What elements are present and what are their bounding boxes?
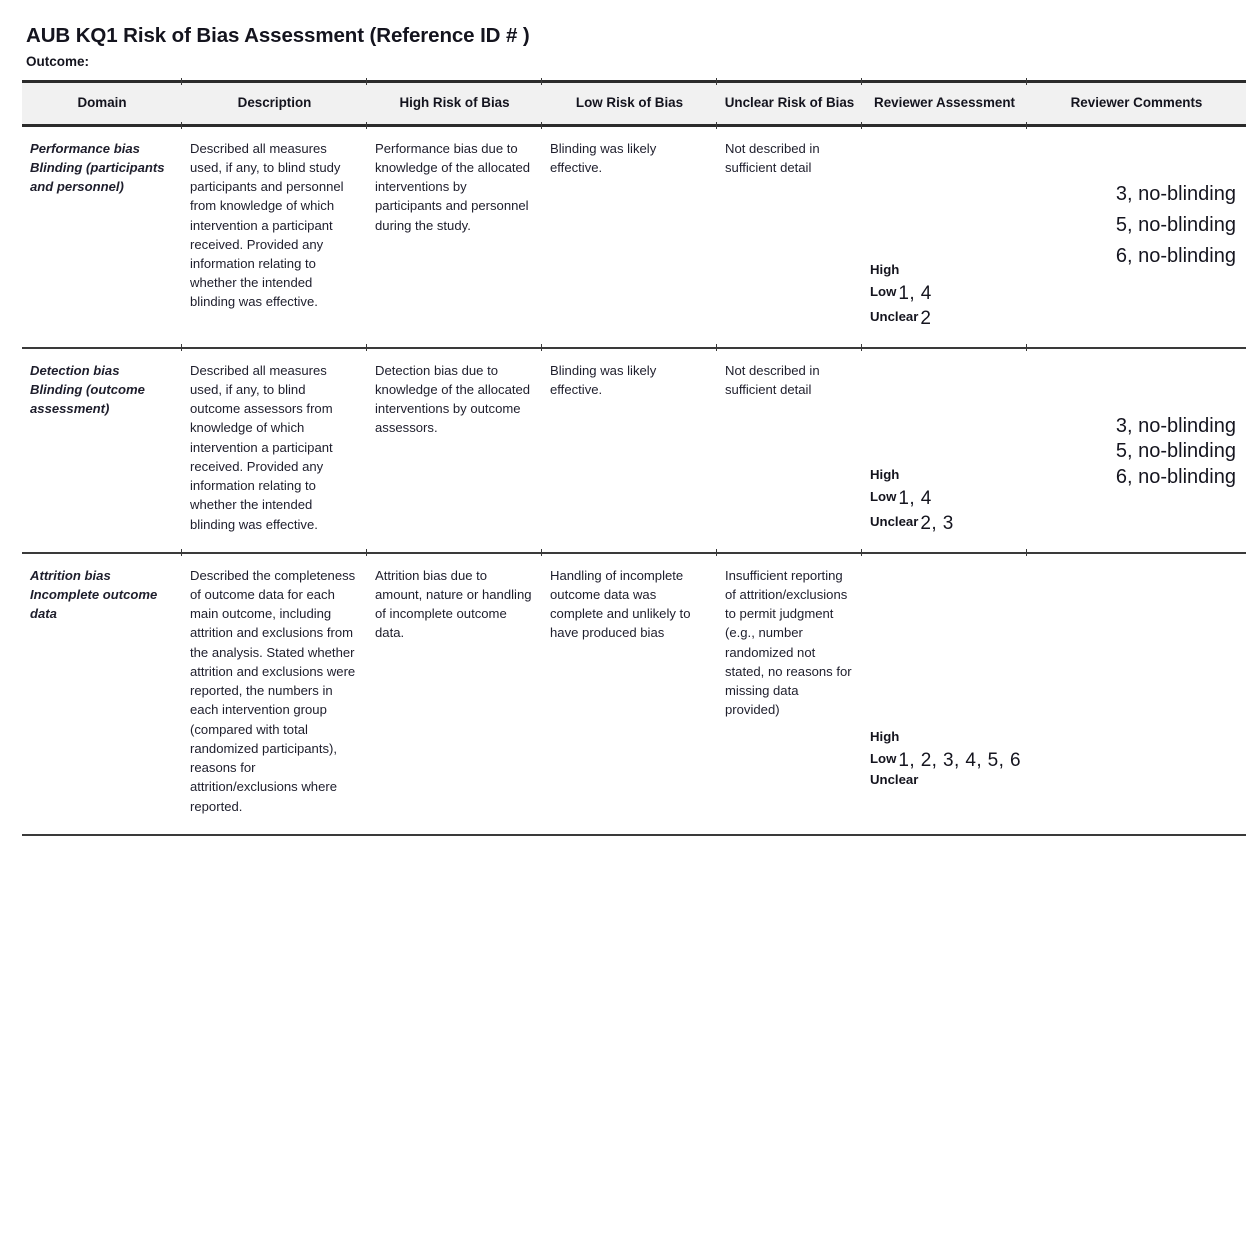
comments-list [1035,414,1236,491]
assessment-label-low: Low [870,284,897,300]
assessment-row-high [870,261,1017,279]
assessment-row-high [870,728,1017,746]
table-header-row [22,81,1246,125]
cell-high-risk: Detection bias due to knowledge of the allocated interventions by outcome assessors. [367,348,542,553]
cell-description: Described the completeness of outcome data for each main outcome, including attrition and exclusions from the analysis. Stated whether attrition and exclusions were reported, the numbers in each intervention group (compared with total randomized participants), reasons for attrition/exclusions where reported. [182,553,367,835]
cell-low-risk: Blinding was likely effective. [542,348,717,553]
table-row [22,553,1246,835]
cell-reviewer-comments[interactable] [1027,125,1246,348]
column-header-description: Description [182,81,367,125]
assessment-block [870,261,1017,329]
table-header [22,81,1246,125]
assessment-values-low[interactable]: 1, 4 [898,488,932,510]
comments-list [1035,179,1236,272]
cell-reviewer-comments[interactable] [1027,348,1246,553]
assessment-label-high: High [870,261,900,277]
column-header-high-risk: High Risk of Bias [367,81,542,125]
cell-domain: Performance bias Blinding (participants and personnel) [22,125,182,348]
table-body [22,125,1246,835]
comment-item: 3, no-blinding [1115,414,1236,437]
column-header-reviewer-comments: Reviewer Comments [1027,81,1246,125]
assessment-label-unclear: Unclear [870,771,919,787]
assessment-values-unclear[interactable]: 2, 3 [920,513,954,535]
comment-item: 5, no-blinding [1115,213,1236,236]
table-row [22,125,1246,348]
cell-domain: Detection bias Blinding (outcome assessment) [22,348,182,553]
page-title: AUB KQ1 Risk of Bias Assessment (Reference ID # ) [26,24,530,47]
cell-unclear-risk: Not described in sufficient detail [717,348,862,553]
cell-reviewer-assessment [862,553,1027,835]
cell-low-risk: Blinding was likely effective. [542,125,717,348]
risk-of-bias-table [22,80,1246,836]
cell-high-risk: Attrition bias due to amount, nature or handling of incomplete outcome data. [367,553,542,835]
column-header-reviewer-assessment: Reviewer Assessment [862,81,1027,125]
column-header-domain: Domain [22,81,182,125]
assessment-row-low [870,483,1017,508]
assessment-block [870,466,1017,534]
assessment-row-low [870,745,1021,772]
assessment-row-unclear [870,508,1017,533]
assessment-values-low[interactable]: 1, 2, 3, 4, 5, 6 [898,750,1021,772]
cell-reviewer-comments[interactable] [1027,553,1246,835]
cell-description: Described all measures used, if any, to blind outcome assessors from knowledge of which intervention a participant received. Provided any information relating to whether the intended blinding was effective. [182,348,367,553]
assessment-label-high: High [870,728,900,744]
cell-high-risk: Performance bias due to knowledge of the allocated interventions by participants and personnel during the study. [367,125,542,348]
assessment-label-low: Low [870,751,897,767]
cell-domain: Attrition bias Incomplete outcome data [22,553,182,835]
cell-description: Described all measures used, if any, to blind study participants and personnel from knowledge of which intervention a participant received. Provided any information relating to whether the intended blinding was effective. [182,125,367,348]
cell-reviewer-assessment [862,348,1027,553]
assessment-label-high: High [870,466,900,482]
cell-unclear-risk: Not described in sufficient detail [717,125,862,348]
outcome-label: Outcome: [26,53,90,69]
cell-low-risk: Handling of incomplete outcome data was complete and unlikely to have produced bias [542,553,717,835]
comment-item: 6, no-blinding [1115,244,1236,267]
table-row [22,348,1246,553]
comment-item: 5, no-blinding [1115,440,1236,463]
cell-reviewer-assessment [862,125,1027,348]
document-header [0,0,1260,70]
assessment-values-unclear[interactable]: 2 [920,308,932,330]
column-header-low-risk: Low Risk of Bias [542,81,717,125]
assessment-label-unclear: Unclear [870,309,919,325]
assessment-row-high [870,466,1017,484]
cell-unclear-risk: Insufficient reporting of attrition/exclusions to permit judgment (e.g., number randomized not stated, no reasons for missing data provided) [717,553,862,835]
comment-item: 6, no-blinding [1115,465,1236,488]
assessment-block [870,728,1021,788]
assessment-row-unclear [870,303,1017,328]
column-header-unclear-risk: Unclear Risk of Bias [717,81,862,125]
assessment-values-low[interactable]: 1, 4 [898,283,932,305]
assessment-label-unclear: Unclear [870,514,919,530]
assessment-row-low [870,278,1017,303]
assessment-label-low: Low [870,489,897,505]
comment-item: 3, no-blinding [1115,182,1236,205]
